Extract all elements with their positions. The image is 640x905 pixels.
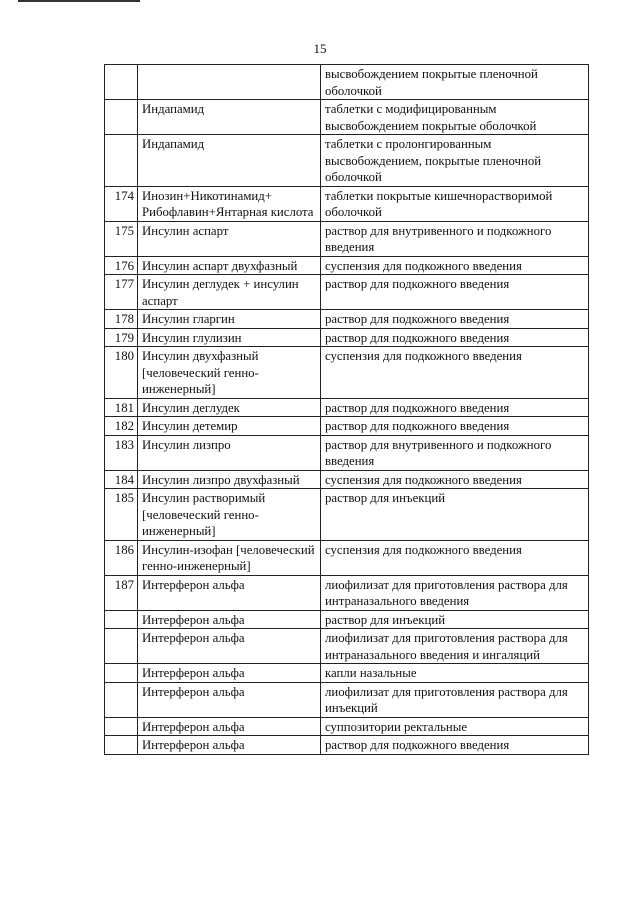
table-row <box>105 328 589 347</box>
row-number: 179 <box>105 328 138 347</box>
dosage-form: таблетки с модифицированным высвобождением покрытые оболочкой <box>321 100 589 135</box>
dosage-form: суспензия для подкожного введения <box>321 470 589 489</box>
dosage-form: суспензия для подкожного введения <box>321 540 589 575</box>
dosage-form: раствор для подкожного введения <box>321 417 589 436</box>
table-row <box>105 186 589 221</box>
drug-name: Инсулин аспарт <box>138 221 321 256</box>
dosage-form: таблетки с пролонгированным высвобождением, покрытые пленочной оболочкой <box>321 135 589 187</box>
dosage-form: раствор для подкожного введения <box>321 310 589 329</box>
drug-table <box>104 64 589 755</box>
table-row <box>105 65 589 100</box>
table-row <box>105 575 589 610</box>
table-row <box>105 310 589 329</box>
row-number: 183 <box>105 435 138 470</box>
dosage-form: таблетки покрытые кишечнорастворимой оболочкой <box>321 186 589 221</box>
row-number <box>105 610 138 629</box>
drug-name: Индапамид <box>138 100 321 135</box>
row-number: 175 <box>105 221 138 256</box>
row-number <box>105 135 138 187</box>
row-number: 178 <box>105 310 138 329</box>
row-number: 185 <box>105 489 138 541</box>
row-number <box>105 65 138 100</box>
table-row <box>105 275 589 310</box>
dosage-form: суспензия для подкожного введения <box>321 256 589 275</box>
drug-name: Индапамид <box>138 135 321 187</box>
row-number <box>105 100 138 135</box>
row-number <box>105 717 138 736</box>
dosage-form: раствор для внутривенного и подкожного введения <box>321 221 589 256</box>
drug-name: Инсулин лизпро <box>138 435 321 470</box>
drug-name: Интерферон альфа <box>138 629 321 664</box>
drug-table-body <box>105 65 589 755</box>
dosage-form: суппозитории ректальные <box>321 717 589 736</box>
table-row <box>105 717 589 736</box>
dosage-form: раствор для подкожного введения <box>321 736 589 755</box>
dosage-form: лиофилизат для приготовления раствора для инъекций <box>321 682 589 717</box>
table-row <box>105 682 589 717</box>
drug-name: Инсулин детемир <box>138 417 321 436</box>
drug-name: Инсулин-изофан [человеческий генно-инженерный] <box>138 540 321 575</box>
row-number <box>105 682 138 717</box>
drug-name: Инсулин растворимый [человеческий генно-инженерный] <box>138 489 321 541</box>
drug-name: Интерферон альфа <box>138 682 321 717</box>
table-row <box>105 347 589 399</box>
drug-name <box>138 65 321 100</box>
drug-name: Инсулин деглудек + инсулин аспарт <box>138 275 321 310</box>
drug-name: Инсулин глулизин <box>138 328 321 347</box>
table-row <box>105 664 589 683</box>
drug-name: Интерферон альфа <box>138 664 321 683</box>
drug-name: Инсулин деглудек <box>138 398 321 417</box>
table-row <box>105 417 589 436</box>
row-number: 182 <box>105 417 138 436</box>
dosage-form: раствор для внутривенного и подкожного введения <box>321 435 589 470</box>
dosage-form: раствор для инъекций <box>321 489 589 541</box>
drug-name: Интерферон альфа <box>138 610 321 629</box>
dosage-form: раствор для инъекций <box>321 610 589 629</box>
drug-name: Инсулин лизпро двухфазный <box>138 470 321 489</box>
dosage-form: капли назальные <box>321 664 589 683</box>
table-row <box>105 398 589 417</box>
dosage-form: лиофилизат для приготовления раствора для интраназального введения <box>321 575 589 610</box>
dosage-form: высвобождением покрытые пленочной оболочкой <box>321 65 589 100</box>
dosage-form: лиофилизат для приготовления раствора для интраназального введения и ингаляций <box>321 629 589 664</box>
dosage-form: раствор для подкожного введения <box>321 398 589 417</box>
page-number: 15 <box>313 41 327 56</box>
top-rule <box>18 0 140 2</box>
row-number <box>105 629 138 664</box>
drug-name: Интерферон альфа <box>138 717 321 736</box>
table-row <box>105 629 589 664</box>
drug-name: Инсулин аспарт двухфазный <box>138 256 321 275</box>
row-number: 187 <box>105 575 138 610</box>
table-row <box>105 489 589 541</box>
drug-name: Инсулин двухфазный [человеческий генно-инженерный] <box>138 347 321 399</box>
row-number: 186 <box>105 540 138 575</box>
table-row <box>105 256 589 275</box>
drug-name: Инсулин гларгин <box>138 310 321 329</box>
table-row <box>105 221 589 256</box>
table-row <box>105 736 589 755</box>
row-number: 177 <box>105 275 138 310</box>
row-number: 184 <box>105 470 138 489</box>
table-row <box>105 435 589 470</box>
table-row <box>105 100 589 135</box>
dosage-form: раствор для подкожного введения <box>321 275 589 310</box>
row-number: 174 <box>105 186 138 221</box>
dosage-form: раствор для подкожного введения <box>321 328 589 347</box>
row-number: 180 <box>105 347 138 399</box>
table-row <box>105 540 589 575</box>
row-number: 176 <box>105 256 138 275</box>
drug-name: Интерферон альфа <box>138 736 321 755</box>
table-row <box>105 470 589 489</box>
table-row <box>105 135 589 187</box>
row-number <box>105 664 138 683</box>
table-row <box>105 610 589 629</box>
drug-name: Интерферон альфа <box>138 575 321 610</box>
dosage-form: суспензия для подкожного введения <box>321 347 589 399</box>
row-number: 181 <box>105 398 138 417</box>
drug-name: Инозин+Никотинамид+ Рибофлавин+Янтарная кислота <box>138 186 321 221</box>
row-number <box>105 736 138 755</box>
